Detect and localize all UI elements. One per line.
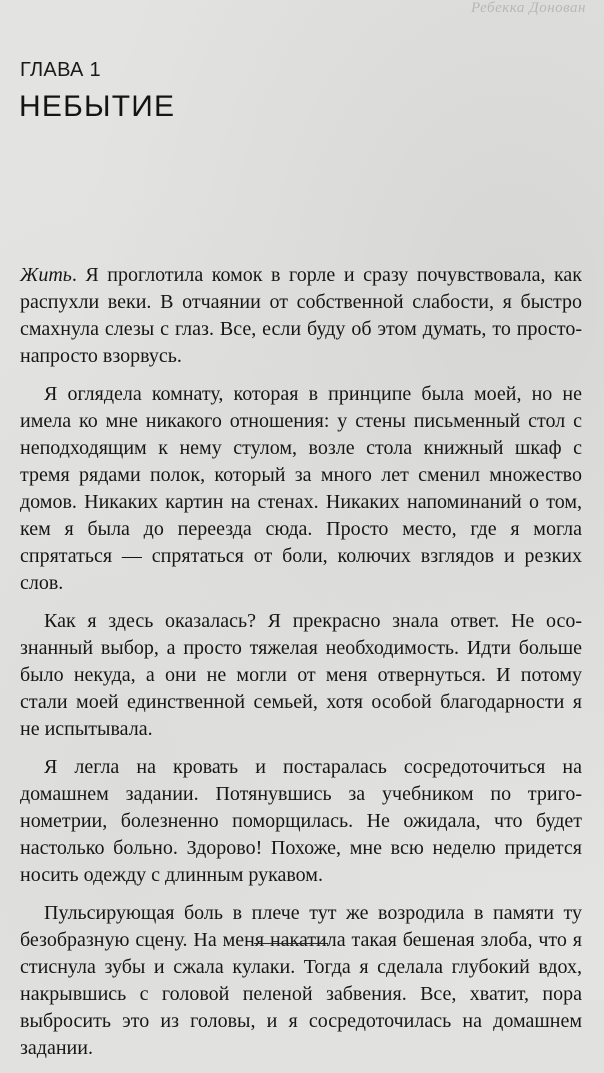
body-text [20, 262, 582, 1073]
chapter-title: НЕБЫТИЕ [19, 90, 176, 123]
paragraph-2: Я оглядела комнату, которая в принципе была моей, но не имела ко мне никакого отношения: у стены письменный стол с неподходящим к нему стулом, возле стола книжный шкаф с тремя рядами полок, который за много лет сменил множество домов. Никаких картин на стенах. Никаких напоминаний о том, кем я была до переезда сюда. Просто место, где я могла спрятаться — спрятаться от боли, колючих взглядов и резких слов. [20, 383, 582, 594]
paragraph-3: Как я здесь оказалась? Я прекрасно знала ответ. Не осознанный выбор, а просто тяжелая необходимость. Идти больше было некуда, а они не могли от меня отвернуться. И потому стали моей единственной семьей, хотя особой благодарности я не испытывала. [20, 610, 582, 740]
chapter-label: ГЛАВА 1 [20, 59, 101, 81]
running-head: Ребекка Донован [470, 0, 586, 16]
lead-word: Жить [20, 264, 72, 286]
paragraph-1-text: . Я проглотила комок в горле и сразу почувствовала, как распухли веки. В отчаянии от собственной слабости, я быстро смахнула слезы с глаз. Все, если буду об этом думать, то просто-напросто взорвусь. [20, 264, 582, 367]
paragraph-1 [20, 262, 582, 370]
section-divider [254, 943, 328, 944]
paragraph-4: Я легла на кровать и постаралась сосредоточиться на домашнем задании. Потянувшись за учебником по тригонометрии, болезненно поморщилась. Не ожидала, что будет настолько больно. Здорово! Похоже, мне всю неделю придется носить одежду с длинным рукавом. [20, 756, 582, 886]
paragraph-5: Пульсирующая боль в плече тут же возродила в памяти ту безобразную сцену. На меня накатила такая бешеная злоба, что я стиснула зубы и сжала кулаки. Тогда я сделала глубокий вдох, накрывшись с головой пеленой забвения. Все, хватит, пора выбросить это из головы, и я сосредоточилась на домашнем задании. [20, 902, 582, 1059]
